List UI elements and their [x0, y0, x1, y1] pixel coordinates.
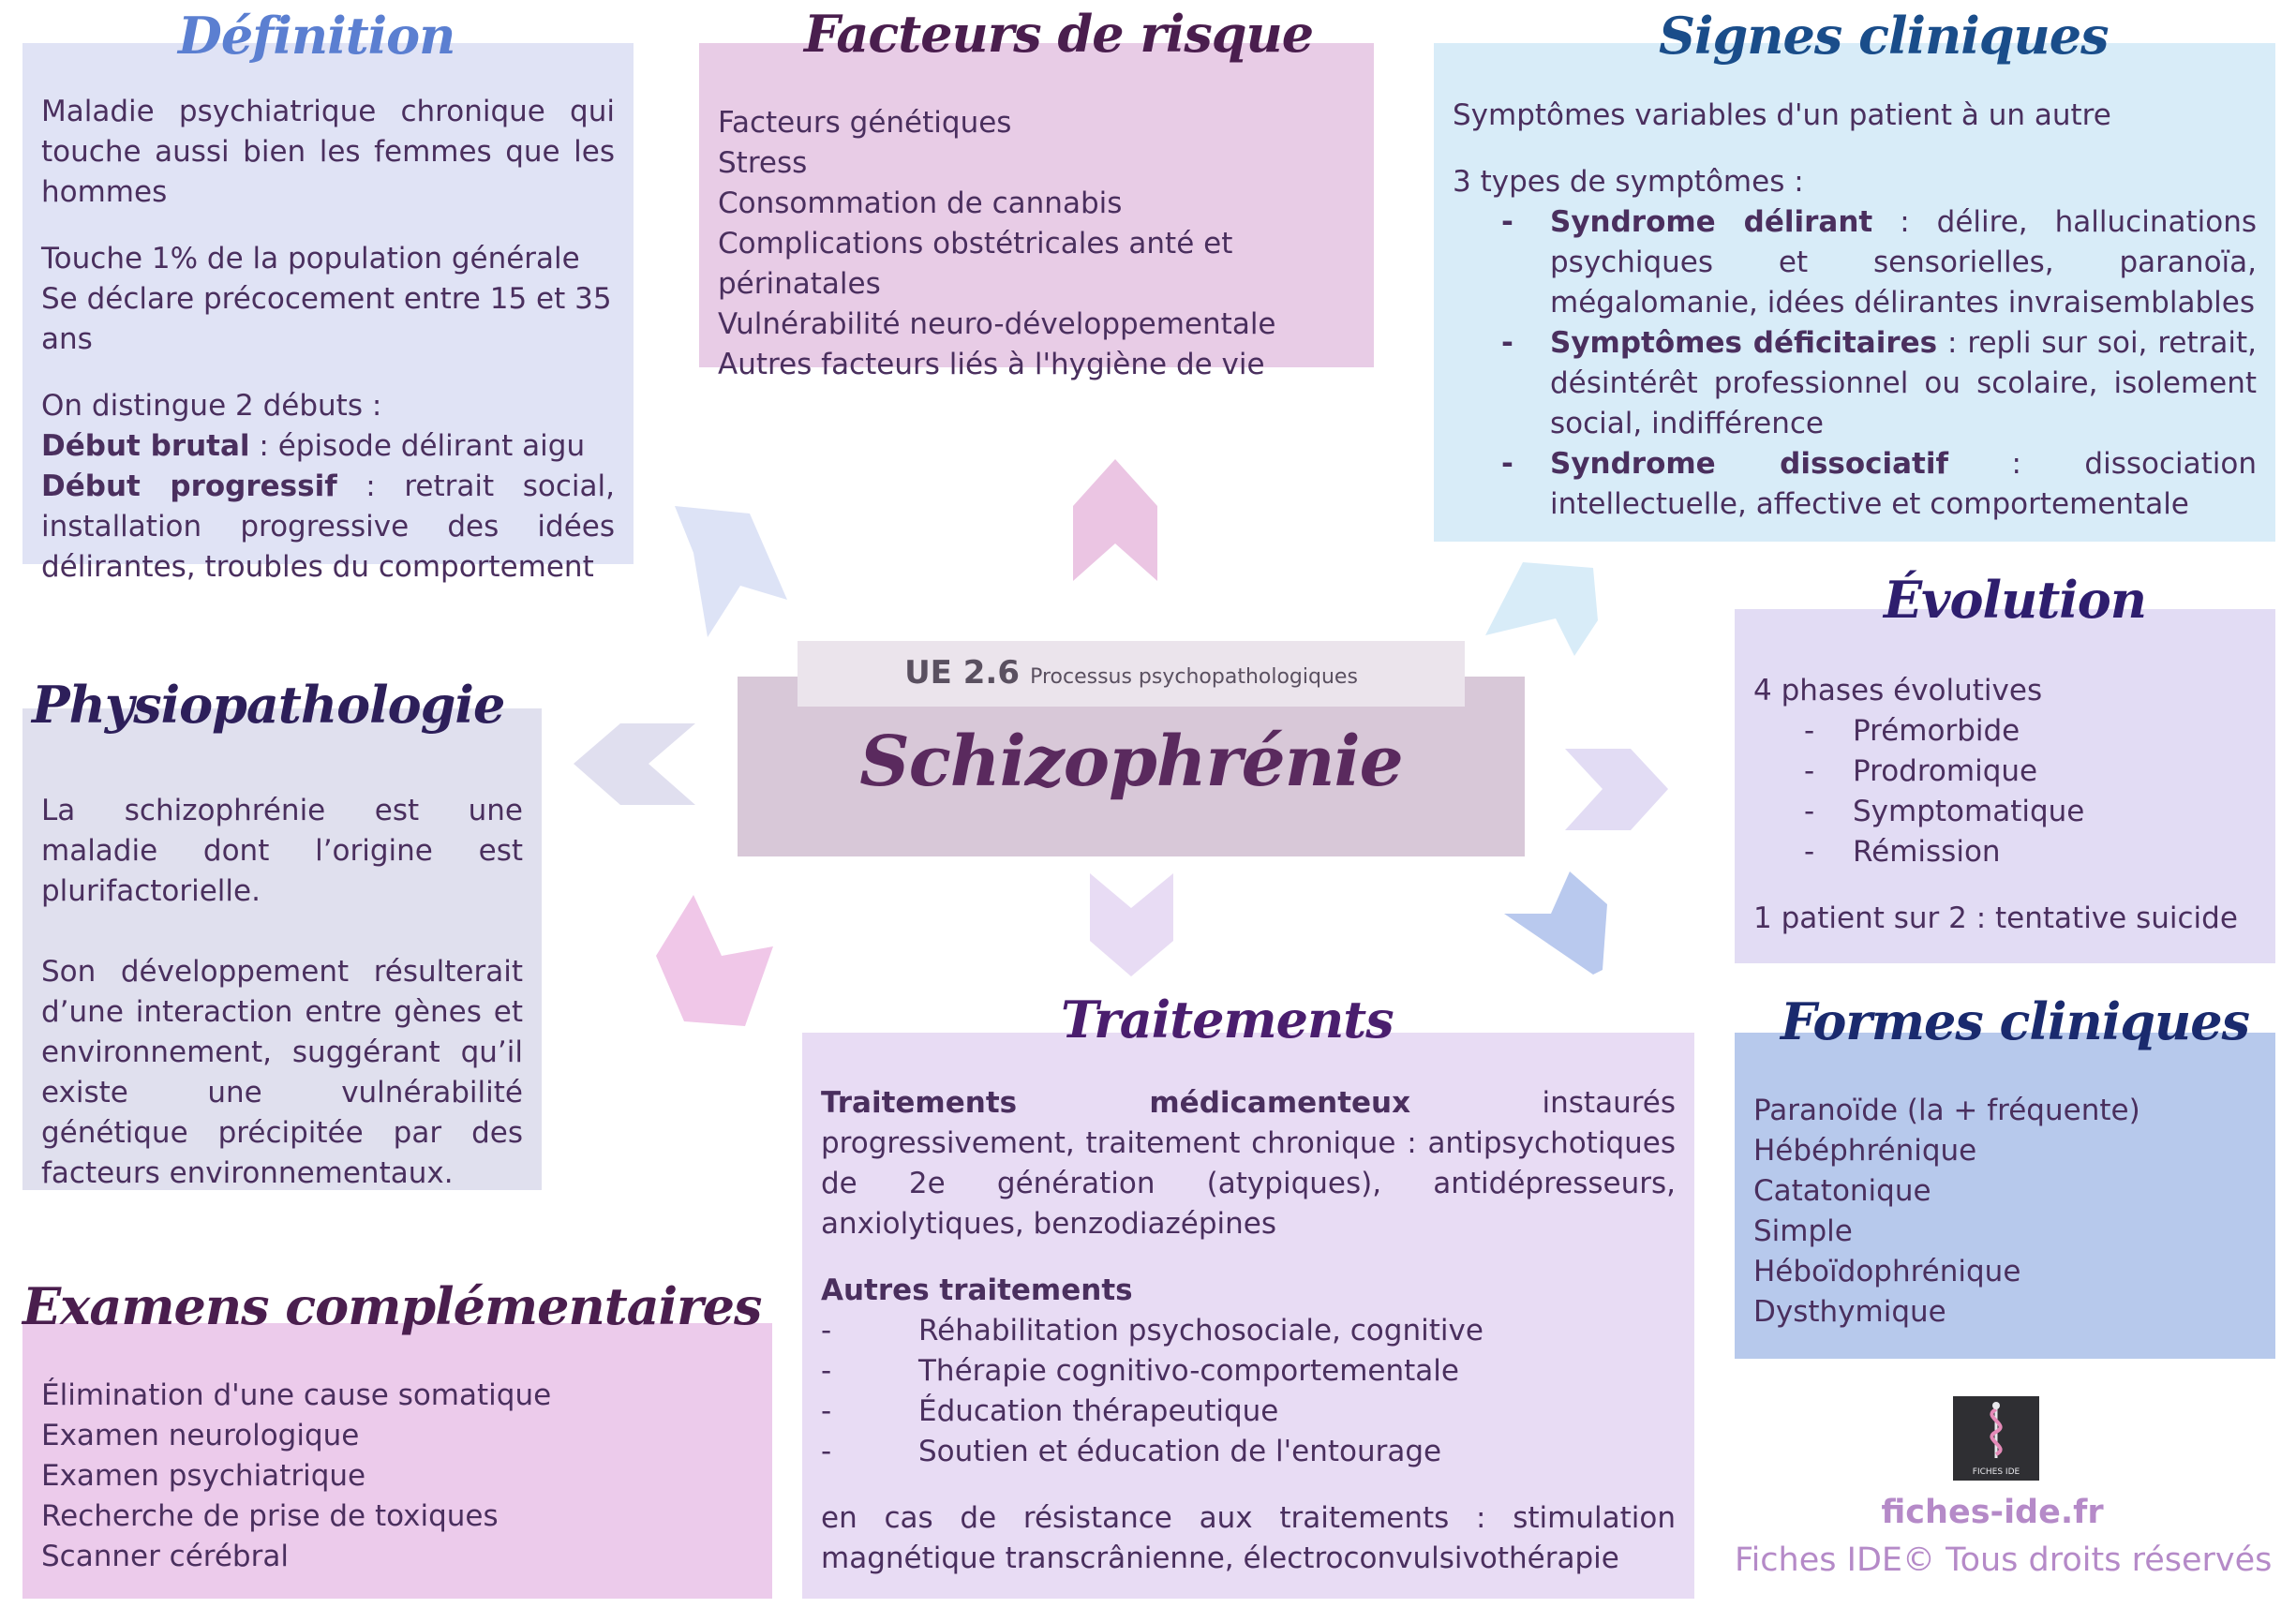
- list-item: Examen neurologique: [41, 1419, 360, 1452]
- list-dash: -: [1804, 714, 1815, 748]
- risk-factors-panel: [699, 43, 1374, 381]
- list-item: [1501, 444, 2257, 525]
- arrow-down-icon: [1087, 866, 1176, 978]
- treatments-other-list: [821, 1311, 1676, 1472]
- debut-brutal-label: Début brutal: [41, 429, 250, 463]
- evolution-phases-list: [1753, 711, 2257, 872]
- treatments-med-label: Traitements médicamenteux: [821, 1086, 1411, 1120]
- list-dash: -: [821, 1314, 832, 1348]
- list-item: Examen psychiatrique: [41, 1459, 366, 1493]
- list-item: [1804, 832, 2257, 872]
- list-dash: -: [821, 1435, 832, 1468]
- list-item: Élimination d'une cause somatique: [41, 1378, 552, 1412]
- list-item: [821, 1392, 1676, 1432]
- list-item: [1804, 792, 2257, 832]
- physio-p2: Son développement résulterait d’une interaction entre gènes et environnement, suggérant qu’il existe une vulnérabilité génétique précipitée par des facteurs environnementaux.: [41, 955, 523, 1190]
- list-item: [1501, 202, 2257, 323]
- clinical-forms-list: [1753, 1091, 2257, 1333]
- phase-label: Prodromique: [1853, 754, 2038, 788]
- list-item: [821, 1351, 1676, 1392]
- phase-label: Symptomatique: [1853, 795, 2085, 828]
- arrow-left-icon: [574, 720, 695, 809]
- symptom-text: : délire, hallucinations psychiques et sensorielles, paranoïa, mégalomanie, idées délirantes invraisemblables: [1550, 205, 2257, 320]
- ue-code: UE 2.6: [904, 654, 1020, 692]
- list-item: Vulnérabilité neuro-développementale: [718, 307, 1276, 341]
- list-dash: -: [1501, 205, 1513, 239]
- arrow-down-left-icon: [656, 890, 778, 1031]
- arrow-up-icon: [1068, 454, 1162, 586]
- signs-p1: Symptômes variables d'un patient à un autre: [1453, 98, 2111, 132]
- list-dash: -: [821, 1394, 832, 1428]
- list-item: Hébéphrénique: [1753, 1134, 1977, 1168]
- clinical-forms-panel: [1735, 1033, 2275, 1359]
- list-item: Recherche de prise de toxiques: [41, 1499, 499, 1533]
- treatment-item-label: Soutien et éducation de l'entourage: [918, 1435, 1442, 1468]
- clinical-signs-title: Signes cliniques: [1659, 6, 2109, 66]
- symptom-text: : dissociation intellectuelle, affective et comportementale: [1550, 447, 2257, 521]
- clinical-forms-title: Formes cliniques: [1781, 991, 2250, 1051]
- arrow-up-left-icon: [665, 497, 787, 637]
- list-item: Simple: [1753, 1214, 1853, 1248]
- definition-p2a: Touche 1% de la population générale: [41, 242, 580, 275]
- symptom-label: Syndrome dissociatif: [1550, 447, 1948, 481]
- list-dash: -: [1804, 754, 1815, 788]
- physiopathology-title: Physiopathologie: [32, 675, 505, 735]
- signs-p2: 3 types de symptômes :: [1453, 165, 1804, 199]
- signs-list: [1453, 202, 2257, 525]
- definition-p3: On distingue 2 débuts :: [41, 389, 382, 423]
- risk-factors-title: Facteurs de risque: [804, 4, 1314, 64]
- treatments-med-text: instaurés progressivement, traitement chronique : antipsychotiques de 2e génération (atypiques), antidépresseurs, anxiolytiques, benzodiazépines: [821, 1086, 1676, 1241]
- treatments-approaches: [821, 1498, 1676, 1579]
- debut-progressif: [41, 467, 615, 588]
- phase-label: Prémorbide: [1853, 714, 2020, 748]
- debut-brutal-text: : épisode délirant aigu: [249, 429, 586, 463]
- list-item: Paranoïde (la + fréquente): [1753, 1094, 2140, 1127]
- list-item: Stress: [718, 146, 808, 180]
- list-item: Catatonique: [1753, 1174, 1931, 1208]
- central-title: Schizophrénie: [859, 722, 1403, 802]
- treatments-other-label: Autres traitements: [821, 1273, 1133, 1307]
- list-dash: -: [1501, 326, 1513, 360]
- definition-p1: Maladie psychiatrique chronique qui touche aussi bien les femmes que les hommes: [41, 95, 615, 209]
- ue-label: Processus psychopathologiques: [1030, 665, 1358, 689]
- exams-list: [41, 1376, 753, 1577]
- physio-p1: La schizophrénie est une maladie dont l’origine est plurifactorielle.: [41, 794, 523, 908]
- phase-label: Rémission: [1853, 835, 2001, 869]
- list-dash: -: [821, 1354, 832, 1388]
- site-link[interactable]: fiches-ide.fr: [1881, 1494, 2104, 1531]
- caduceus-logo-icon: [1953, 1396, 2039, 1462]
- list-item: Facteurs génétiques: [718, 106, 1012, 140]
- ue-banner: [798, 641, 1465, 707]
- arrow-down-right-icon: [1499, 867, 1612, 979]
- symptom-label: Symptômes déficitaires: [1550, 326, 1938, 360]
- list-item: Consommation de cannabis: [718, 186, 1123, 220]
- list-dash: -: [1804, 795, 1815, 828]
- debut-brutal: [41, 426, 615, 467]
- clinical-signs-panel: [1434, 43, 2275, 542]
- definition-title: Définition: [178, 6, 455, 66]
- list-dash: -: [1501, 447, 1513, 481]
- treatments-title: Traitements: [1061, 990, 1394, 1050]
- exams-panel: [22, 1323, 772, 1599]
- treatment-item-label: Thérapie cognitivo-comportementale: [918, 1354, 1459, 1388]
- list-item: Complications obstétricales anté et périnatales: [718, 227, 1233, 301]
- treatments-med: [821, 1083, 1676, 1244]
- list-item: [821, 1432, 1676, 1472]
- exams-title: Examens complémentaires: [22, 1276, 762, 1336]
- list-item: [821, 1311, 1676, 1351]
- evolution-p2: 1 patient sur 2 : tentative suicide: [1753, 901, 2238, 935]
- treatment-item-label: Réhabilitation psychosociale, cognitive: [918, 1314, 1483, 1348]
- logo-text: FICHES IDE: [1972, 1467, 2020, 1477]
- risk-factors-list: [718, 103, 1355, 385]
- treatments-approaches-text: en cas de résistance aux traitements : stimulation magnétique transcrânienne, électroconvulsivothérapie: [821, 1501, 1676, 1575]
- arrow-up-right-icon: [1481, 562, 1603, 656]
- definition-p2b: Se déclare précocement entre 15 et 35 ans: [41, 282, 612, 356]
- list-item: Dysthymique: [1753, 1295, 1946, 1329]
- list-item: [1804, 711, 2257, 752]
- physiopathology-panel: [22, 708, 542, 1190]
- copyright-text: Fiches IDE© Tous droits réservés: [1735, 1541, 2273, 1579]
- list-item: [1501, 323, 2257, 444]
- evolution-title: Évolution: [1884, 570, 2147, 630]
- definition-panel: [22, 43, 634, 584]
- list-item: Héboïdophrénique: [1753, 1255, 2021, 1288]
- fiches-ide-logo: [1953, 1396, 2039, 1481]
- list-item: [1804, 752, 2257, 792]
- symptom-label: Syndrome délirant: [1550, 205, 1873, 239]
- debut-progressif-text: : retrait social, installation progressive des idées délirantes, troubles du comportement: [41, 469, 615, 584]
- list-item: Scanner cérébral: [41, 1540, 289, 1573]
- treatment-item-label: Éducation thérapeutique: [918, 1394, 1279, 1428]
- list-dash: -: [1804, 835, 1815, 869]
- arrow-right-icon: [1560, 745, 1668, 834]
- debut-progressif-label: Début progressif: [41, 469, 337, 503]
- treatments-panel: [802, 1033, 1694, 1599]
- evolution-p1: 4 phases évolutives: [1753, 674, 2043, 707]
- evolution-panel: [1735, 609, 2275, 963]
- symptom-text: : repli sur soi, retrait, désintérêt professionnel ou scolaire, isolement social, indifférence: [1550, 326, 2257, 440]
- list-item: Autres facteurs liés à l'hygiène de vie: [718, 348, 1265, 381]
